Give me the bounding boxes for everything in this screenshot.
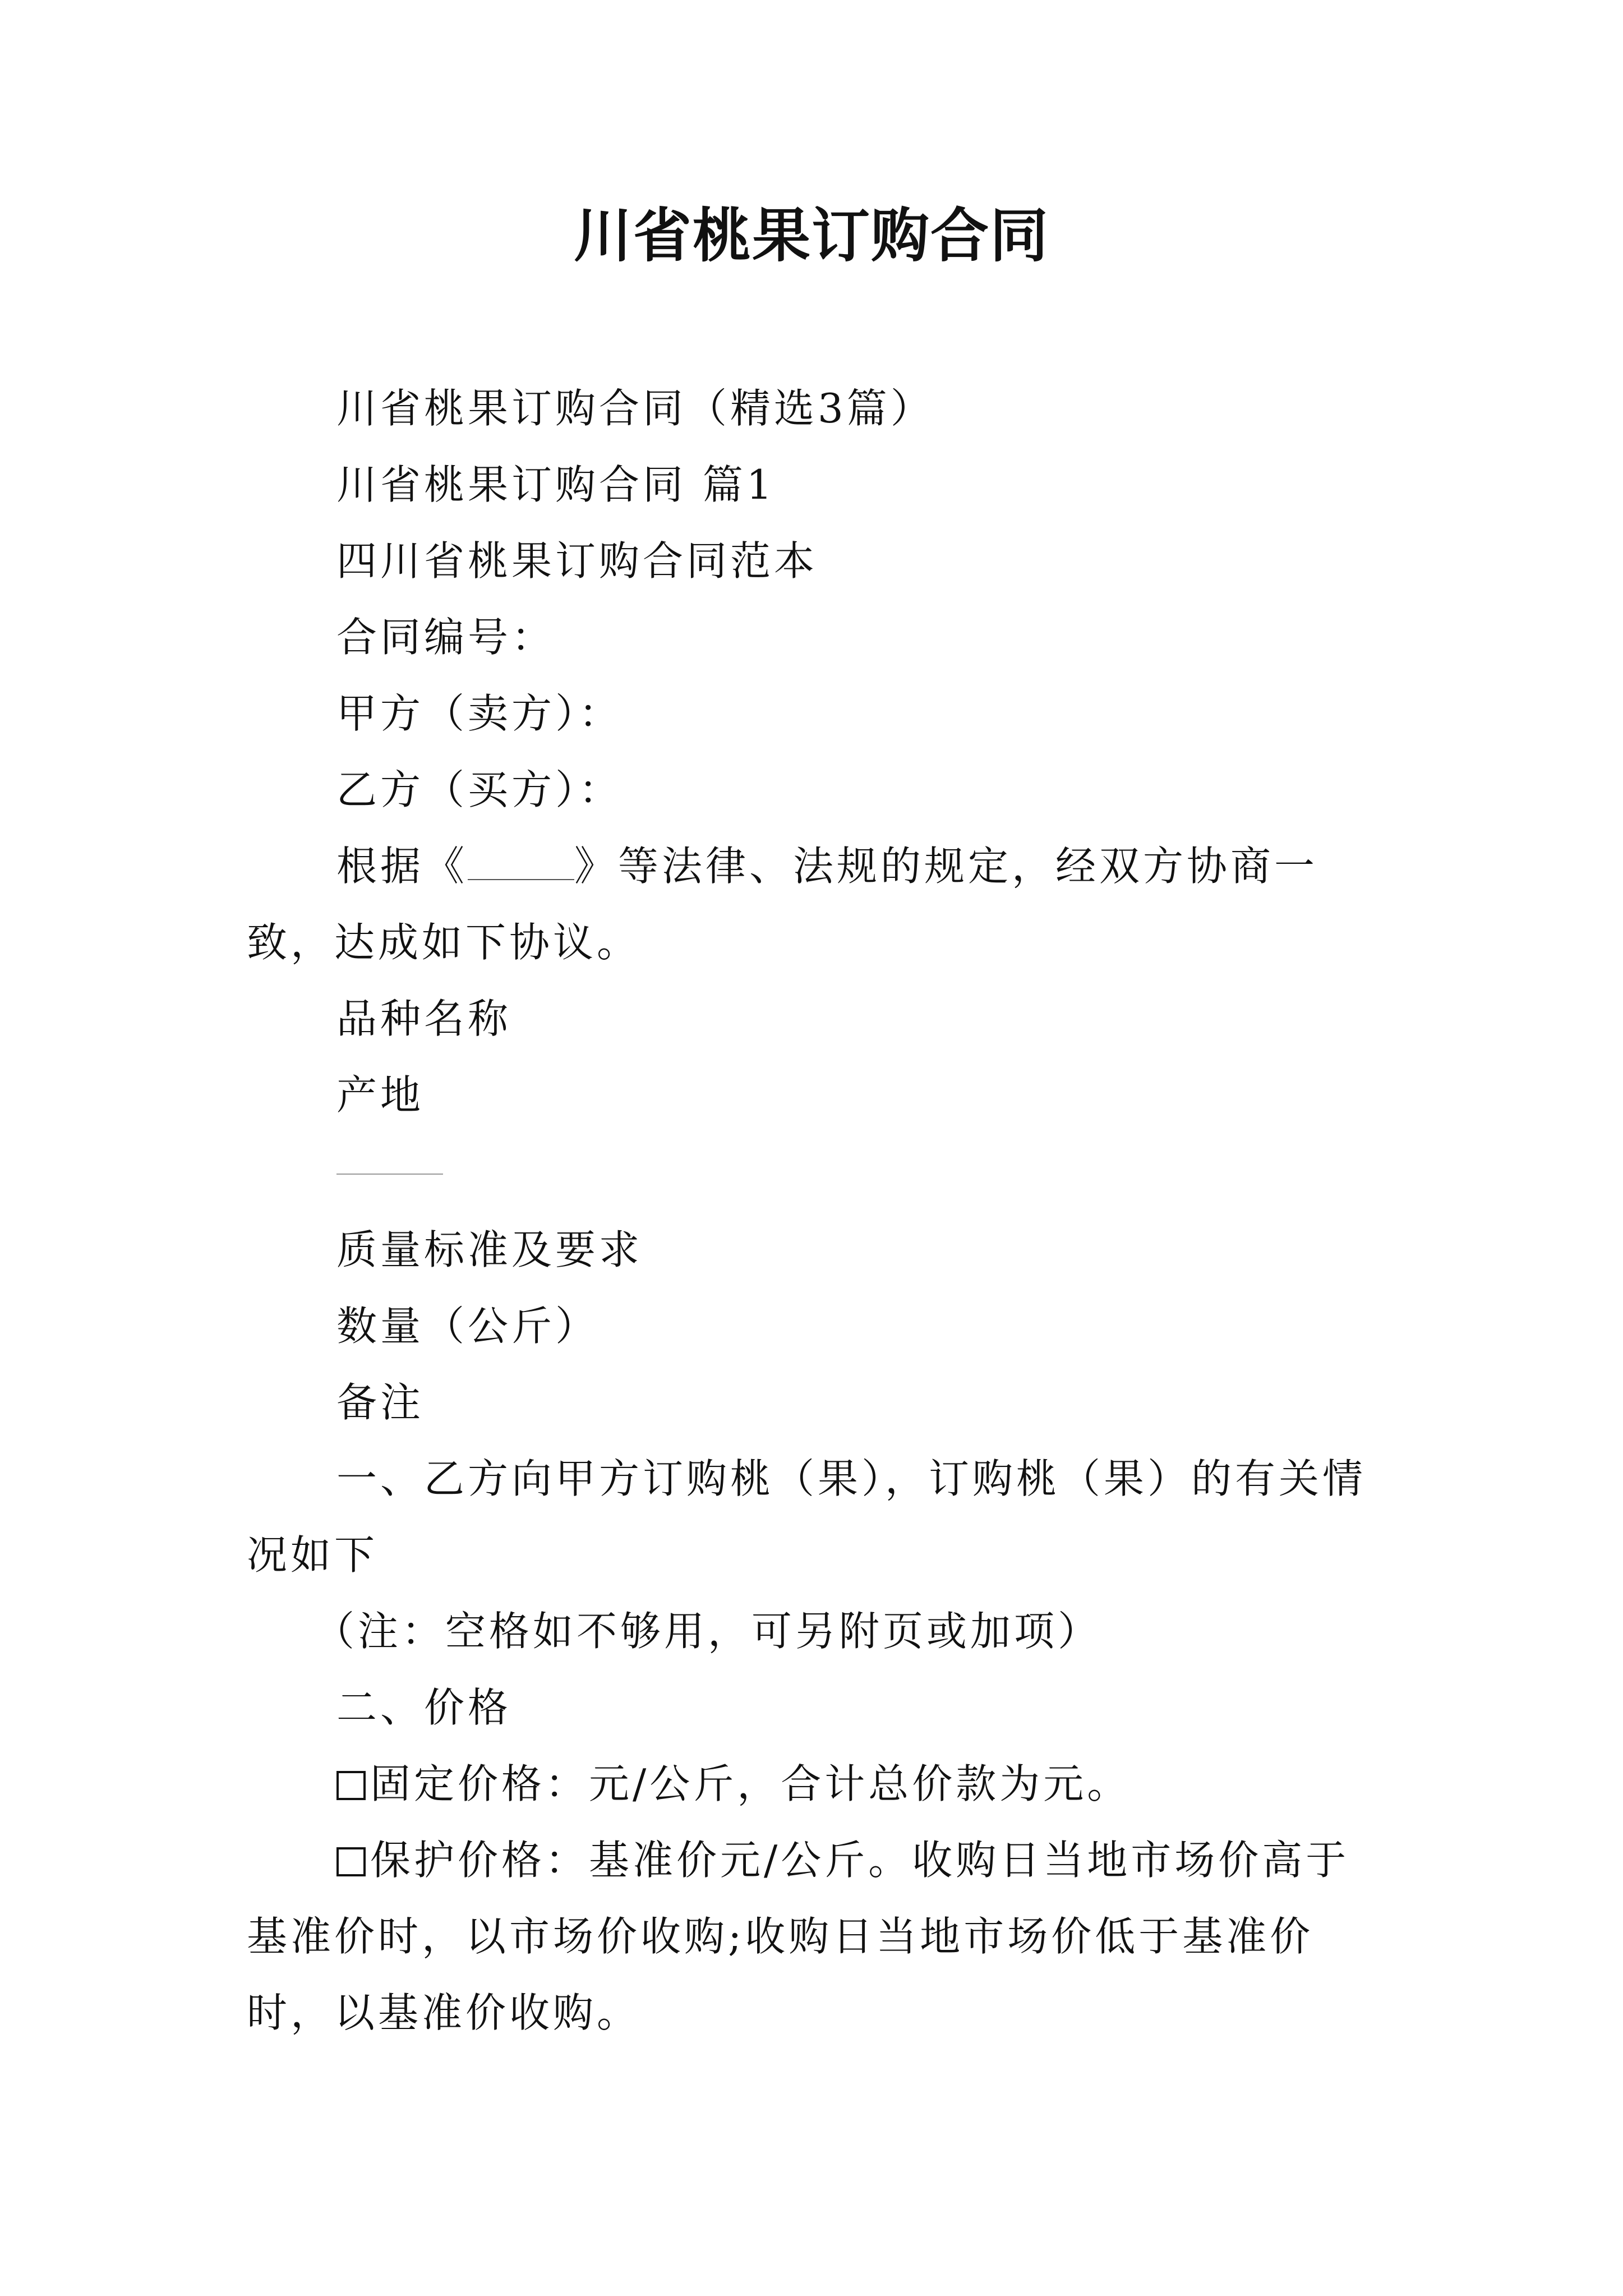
- paragraph-party-a: 甲方（卖方）：: [336, 690, 623, 737]
- paragraph-quality-standard: 质量标准及要求: [336, 1226, 643, 1273]
- paragraph-clause-one: 一、乙方向甲方订购桃（果），订购桃（果）的有关情况如下: [247, 1455, 1367, 1579]
- paragraph-fixed-price: [247, 1746, 1391, 1822]
- checkbox-protective-price[interactable]: [336, 1847, 366, 1876]
- paragraph-variety-name: 品种名称: [336, 995, 512, 1042]
- checkbox-fixed-price[interactable]: [336, 1771, 366, 1800]
- paragraph-protective-price: [247, 1822, 1391, 2051]
- document-body: [247, 370, 1391, 2051]
- document-title: 川省桃果订购合同: [573, 201, 1049, 270]
- paragraph-part-heading: 川省桃果订购合同 篇1: [336, 461, 776, 508]
- fill-in-blank: [468, 857, 574, 880]
- paragraph-origin: 产地: [336, 1071, 425, 1119]
- paragraph-clause-two: 二、价格: [336, 1684, 512, 1731]
- paragraph-note: （注：空格如不够用，可另附页或加项）: [314, 1608, 1102, 1655]
- paragraph-legal-basis: [247, 828, 1391, 981]
- paragraph-party-b: 乙方（买方）：: [336, 766, 623, 813]
- paragraph-quantity: 数量（公斤）: [336, 1303, 600, 1350]
- separator-line: [247, 1133, 1391, 1212]
- protective-price-text: 保护价格：基准价元/公斤。收购日当地市场价高于基准价时，以市场价收购;收购日当地市场价低于基准价时，以基准价收购。: [247, 1837, 1350, 2036]
- legal-basis-before: 根据《: [336, 843, 468, 890]
- fixed-price-text: 固定价格：元/公斤，合计总价款为元。: [370, 1760, 1131, 1807]
- paragraph-contract-number: 合同编号：: [336, 614, 556, 661]
- separator-bar: [336, 1174, 443, 1175]
- legal-basis-after: 》等法律、法规的规定，经双方协商一致，达成如下协议。: [247, 843, 1318, 966]
- paragraph-remarks: 备注: [336, 1379, 425, 1426]
- paragraph-template-name: 四川省桃果订购合同范本: [336, 537, 818, 585]
- paragraph-collection-title: 川省桃果订购合同（精选3篇）: [336, 385, 934, 432]
